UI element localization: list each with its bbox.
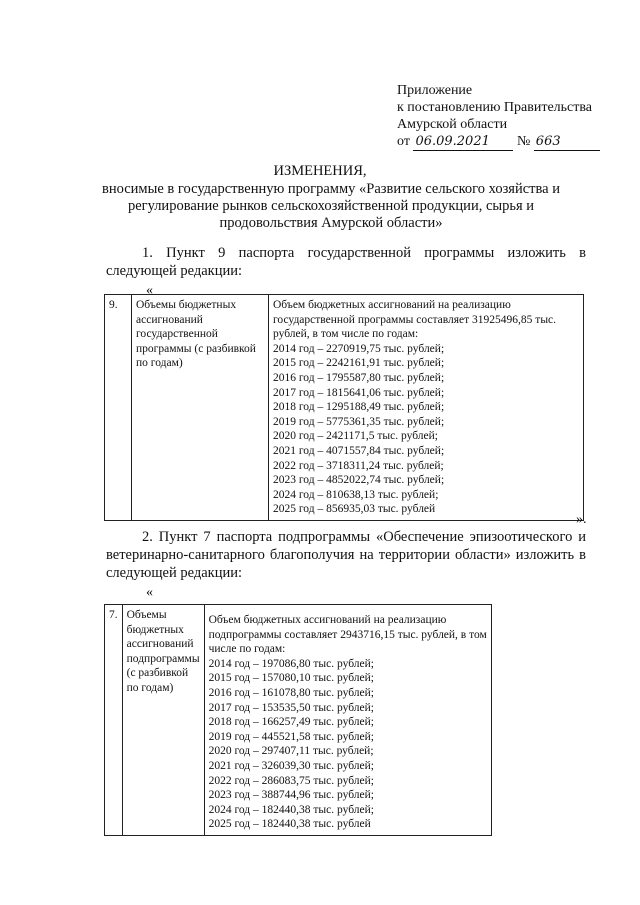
table-1-label: Объемы бюджетных ассигнований государственной программы (с разбивкой по годам) [132,295,269,521]
close-quote-1: ». [576,512,587,527]
table-1-line: 2016 год – 1795587,80 тыс. рублей; [273,371,445,384]
appendix-line-2: к постановлению Правительства [397,100,593,115]
paragraph-1 [106,244,586,280]
table-1-line: 2024 год – 810638,13 тыс. рублей; [273,488,439,501]
table-2-line: 2023 год – 388744,96 тыс. рублей; [208,789,374,802]
table-1-line: 2023 год – 4852022,74 тыс. рублей; [273,474,445,487]
table-2-line: числе по годам: [208,643,286,656]
table-1-number: 9. [105,295,132,521]
date-prefix: от [397,134,410,149]
table-2-line: 2014 год – 197086,80 тыс. рублей; [208,657,374,670]
appendix-date-line [397,133,600,151]
table-1-line: 2015 год – 2242161,91 тыс. рублей; [273,357,445,370]
table-1-line: 2021 год – 4071557,84 тыс. рублей; [273,444,445,457]
table-2-line: 2024 год – 182440,38 тыс. рублей; [208,803,374,816]
open-quote-2: « [146,585,153,600]
table-1-line: 2014 год – 2270919,75 тыс. рублей; [273,342,445,355]
table-1-line: 2020 год – 2421171,5 тыс. рублей; [273,430,438,443]
table-2-line: 2021 год – 326039,30 тыс. рублей; [208,759,374,772]
number-prefix: № [516,134,531,149]
table-2-line: 2020 год – 297407,11 тыс. рублей; [208,745,374,758]
paragraph-1-text: 1. Пункт 9 паспорта государственной программы изложить в следующей редакции: [106,245,586,279]
paragraph-2-text: 2. Пункт 7 паспорта подпрограммы «Обеспечение эпизоотического и ветеринарно-санитарного благополучия на территории области» изложить в следующей редакции: [106,529,586,581]
table-2-line: подпрограммы составляет 2943716,15 тыс. рублей, в том [208,628,487,641]
table-1-line: Объем бюджетных ассигнований на реализацию [273,299,511,311]
table-2-line: 2018 год – 166257,49 тыс. рублей; [208,716,374,729]
table-1-line: 2019 год – 5775361,35 тыс. рублей; [273,415,445,428]
table-1-line: государственной программы составляет 31925496,85 тыс. [273,313,557,326]
table-1-line: 2017 год – 1815641,06 тыс. рублей; [273,386,445,399]
table-2-line: 2019 год – 445521,58 тыс. рублей; [208,730,374,743]
table-1-line: 2025 год – 856935,03 тыс. рублей [273,503,436,516]
table-2-line: 2017 год – 153535,50 тыс. рублей; [208,701,374,714]
table-2-line: 2016 год – 161078,80 тыс. рублей; [208,686,374,699]
handwritten-number: 663 [534,133,600,151]
table-1-line: рублей, в том числе по годам: [273,328,419,341]
table-1-line: 2022 год – 3718311,24 тыс. рублей; [273,459,444,472]
appendix-line-1: Приложение [397,83,473,98]
paragraph-2 [106,528,586,582]
table-1-values [269,295,584,521]
handwritten-date: 06.09.2021 [413,133,513,151]
document-title: ИЗМЕНЕНИЯ, [273,163,367,179]
budget-table-2 [104,604,492,836]
table-2-line: 2015 год – 157080,10 тыс. рублей; [208,672,374,685]
document-subtitle: вносимые в государственную программу «Развитие сельского хозяйства и регулирование рынков сельскохозяйственной продукции, сырья и продовольствия Амурской области» [102,181,560,231]
table-2-number: 7. [105,605,123,836]
table-2-values [204,605,491,836]
table-2-line: Объем бюджетных ассигнований на реализацию [208,614,447,626]
appendix-block [397,82,600,151]
table-2-line: 2022 год – 286083,75 тыс. рублей; [208,774,374,787]
table-2-line: 2025 год – 182440,38 тыс. рублей [208,818,371,831]
appendix-line-3: Амурской области [397,117,508,132]
budget-table-1 [104,294,584,521]
table-1-line: 2018 год – 1295188,49 тыс. рублей; [273,401,445,414]
open-quote-1: « [146,283,153,298]
table-2-label: Объемы бюджетных ассигнований подпрограммы (с разбивкой по годам) [122,605,204,836]
